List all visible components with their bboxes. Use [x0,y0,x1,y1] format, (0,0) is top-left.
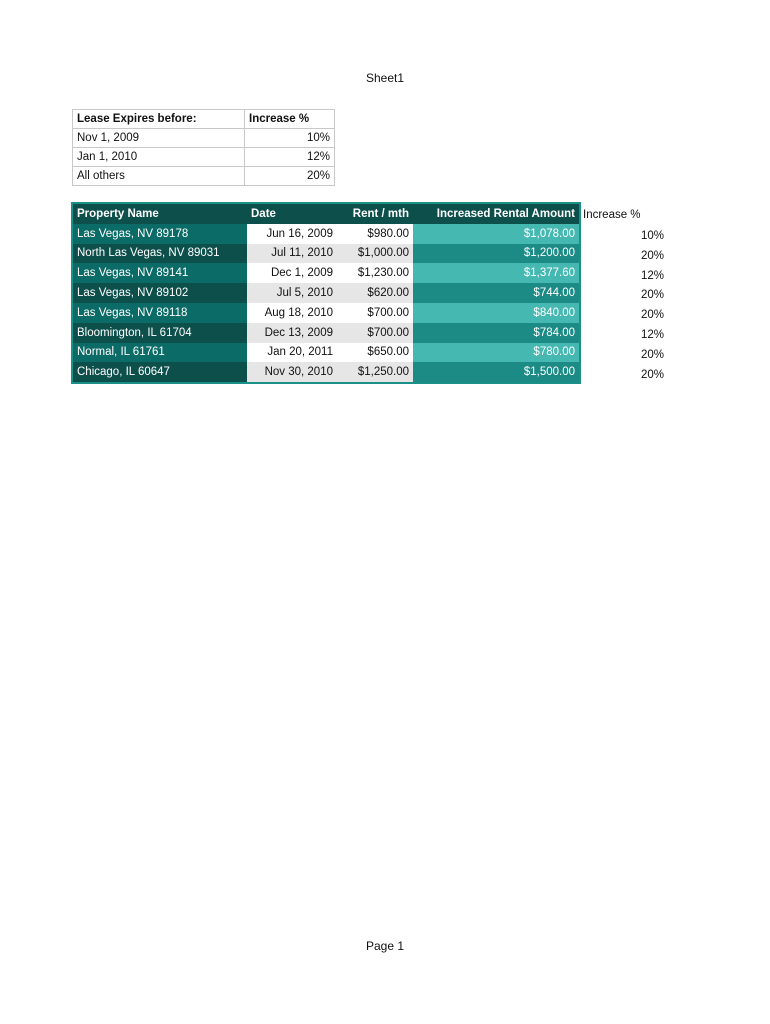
lease-increase-lookup-table [72,109,335,186]
page-number: Page 1 [365,939,405,953]
increase-percent-cell[interactable]: 10% [640,230,664,242]
increased-amount-cell[interactable]: $1,200.00 [413,244,580,264]
lookup-percent-cell[interactable]: 10% [245,129,335,148]
property-row [72,343,580,363]
property-row [72,362,580,383]
lookup-header-increase[interactable]: Increase % [245,110,335,129]
increased-amount-cell[interactable]: $1,500.00 [413,362,580,383]
sheet-title: Sheet1 [365,71,405,85]
lookup-row [73,167,335,186]
increased-amount-cell[interactable]: $840.00 [413,303,580,323]
rent-cell[interactable]: $980.00 [337,224,413,244]
property-name-cell[interactable]: Las Vegas, NV 89118 [72,303,247,323]
property-row [72,244,580,264]
increase-percent-header[interactable]: Increase % [583,209,641,221]
property-row [72,263,580,283]
increase-percent-cell[interactable]: 20% [640,289,664,302]
increase-percent-cell[interactable]: 20% [640,309,664,322]
date-cell[interactable]: Jul 5, 2010 [247,283,337,303]
date-cell[interactable]: Dec 1, 2009 [247,263,337,283]
lookup-percent-cell[interactable]: 12% [245,148,335,167]
rent-cell[interactable]: $1,000.00 [337,244,413,264]
header-increased-amount[interactable]: Increased Rental Amount [413,203,580,224]
property-row [72,224,580,244]
property-name-cell[interactable]: Normal, IL 61761 [72,343,247,363]
property-name-cell[interactable]: Bloomington, IL 61704 [72,323,247,343]
property-name-cell[interactable]: Chicago, IL 60647 [72,362,247,383]
lookup-row [73,129,335,148]
properties-table [71,202,581,384]
property-name-cell[interactable]: Las Vegas, NV 89102 [72,283,247,303]
lookup-percent-cell[interactable]: 20% [245,167,335,186]
increased-amount-cell[interactable]: $1,377.60 [413,263,580,283]
header-rent[interactable]: Rent / mth [337,203,413,224]
lookup-date-cell[interactable]: All others [73,167,245,186]
date-cell[interactable]: Jul 11, 2010 [247,244,337,264]
property-name-cell[interactable]: North Las Vegas, NV 89031 [72,244,247,264]
rent-cell[interactable]: $700.00 [337,323,413,343]
increase-percent-cell[interactable]: 12% [640,328,664,341]
date-cell[interactable]: Jan 20, 2011 [247,343,337,363]
increase-percent-cell[interactable]: 20% [640,348,664,361]
lookup-header-lease[interactable]: Lease Expires before: [73,110,245,129]
increase-percent-cell[interactable]: 20% [640,368,664,381]
date-cell[interactable]: Aug 18, 2010 [247,303,337,323]
property-row [72,303,580,323]
date-cell[interactable]: Jun 16, 2009 [247,224,337,244]
increased-amount-cell[interactable]: $1,078.00 [413,224,580,244]
lookup-date-cell[interactable]: Nov 1, 2009 [73,129,245,148]
property-name-cell[interactable]: Las Vegas, NV 89141 [72,263,247,283]
lookup-date-cell[interactable]: Jan 1, 2010 [73,148,245,167]
lookup-header-row [73,110,335,129]
increased-amount-cell[interactable]: $780.00 [413,343,580,363]
increase-percent-column [584,227,664,385]
increased-amount-cell[interactable]: $744.00 [413,283,580,303]
property-name-cell[interactable]: Las Vegas, NV 89178 [72,224,247,244]
rent-cell[interactable]: $1,230.00 [337,263,413,283]
rent-cell[interactable]: $620.00 [337,283,413,303]
rent-cell[interactable]: $700.00 [337,303,413,323]
lookup-row [73,148,335,167]
increase-percent-cell[interactable]: 12% [640,269,664,282]
date-cell[interactable]: Dec 13, 2009 [247,323,337,343]
date-cell[interactable]: Nov 30, 2010 [247,362,337,383]
increased-amount-cell[interactable]: $784.00 [413,323,580,343]
property-row [72,323,580,343]
increase-percent-cell[interactable]: 20% [640,249,664,262]
property-row [72,283,580,303]
rent-cell[interactable]: $1,250.00 [337,362,413,383]
header-date[interactable]: Date [247,203,337,224]
header-property-name[interactable]: Property Name [72,203,247,224]
rent-cell[interactable]: $650.00 [337,343,413,363]
properties-header-row [72,203,580,224]
